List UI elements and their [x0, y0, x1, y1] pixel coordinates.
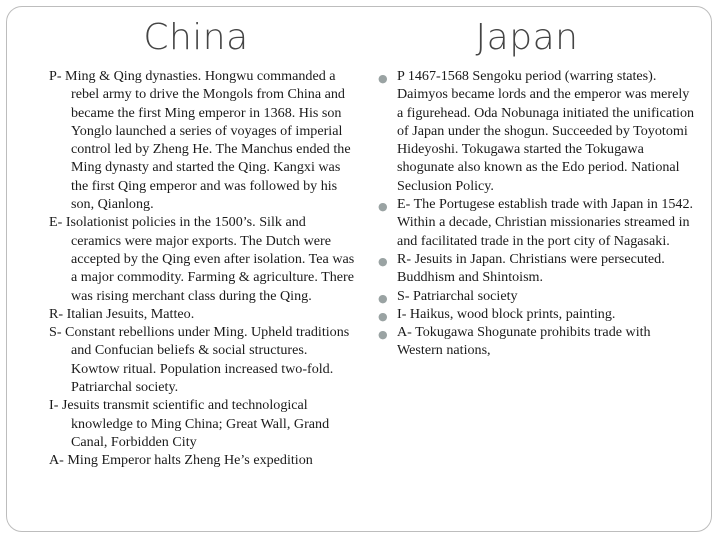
japan-religion-item: [378, 250, 696, 287]
japan-social-item: [378, 287, 696, 305]
japan-column: [378, 67, 696, 360]
china-economics-paragraph: E- Isolationist policies in the 1500’s. Silk and ceramics were major exports. The Dutch were accepted by the Qing even after isolation. Tea was a major commodity. Farming & agriculture. There was rising merchant class during the Qing.: [49, 214, 355, 304]
bullet-icon: ●: [378, 291, 388, 305]
japan-title: Japan: [475, 17, 579, 58]
china-column: [49, 67, 355, 470]
china-religion-paragraph: R- Italian Jesuits, Matteo.: [49, 305, 195, 322]
bullet-icon: ●: [378, 328, 388, 342]
japan-intellectual-item: [378, 305, 696, 323]
japan-arts-text: A- Tokugawa Shogunate prohibits trade with Western nations,: [397, 324, 651, 359]
china-intellectual-paragraph: I- Jesuits transmit scientific and technological knowledge to Ming China; Great Wall, Grand Canal, Forbidden City: [49, 397, 330, 450]
japan-politics-item: [378, 67, 696, 195]
bullet-icon: ●: [378, 200, 388, 214]
japan-intellectual-text: I- Haikus, wood block prints, painting.: [397, 305, 616, 322]
japan-economics-item: [378, 195, 696, 250]
japan-religion-text: R- Jesuits in Japan. Christians were persecuted. Buddhism and Shintoism.: [397, 250, 665, 286]
bullet-icon: ●: [378, 309, 388, 323]
china-social-paragraph: S- Constant rebellions under Ming. Upheld traditions and Confucian beliefs & social structures. Kowtow ritual. Population increased two-fold. Patriarchal society.: [49, 324, 350, 396]
japan-arts-item: [378, 323, 696, 360]
bullet-icon: ●: [378, 72, 388, 85]
bullet-icon: ●: [378, 254, 388, 268]
japan-social-text: S- Patriarchal society: [397, 287, 518, 304]
japan-economics-text: E- The Portugese establish trade with Japan in 1542. Within a decade, Christian missionaries streamed in and facilitated trade in the port city of Nagasaki.: [397, 196, 694, 249]
china-title: China: [143, 17, 249, 58]
china-politics-paragraph: P- Ming & Qing dynasties. Hongwu commanded a rebel army to drive the Mongols from China and became the first Ming emperor in 1368. His son Yonglo launched a series of voyages of imperial control led by Zheng He. The Manchus ended the Ming dynasty and started the Qing. Kangxi was the first Qing emperor and was followed by his son, Qianlong.: [49, 68, 351, 213]
japan-politics-text: P 1467-1568 Sengoku period (warring states). Daimyos became lords and the emperor was merely a figurehead. Oda Nobunaga initiated the unification of Japan under the shogun. Succeeded by Toyotomi Hideyoshi. Tokugawa started the Tokugawa shogunate also known as the Edo period. National Seclusion Policy.: [397, 68, 695, 194]
china-arts-paragraph: A- Ming Emperor halts Zheng He’s expedition: [49, 452, 313, 469]
